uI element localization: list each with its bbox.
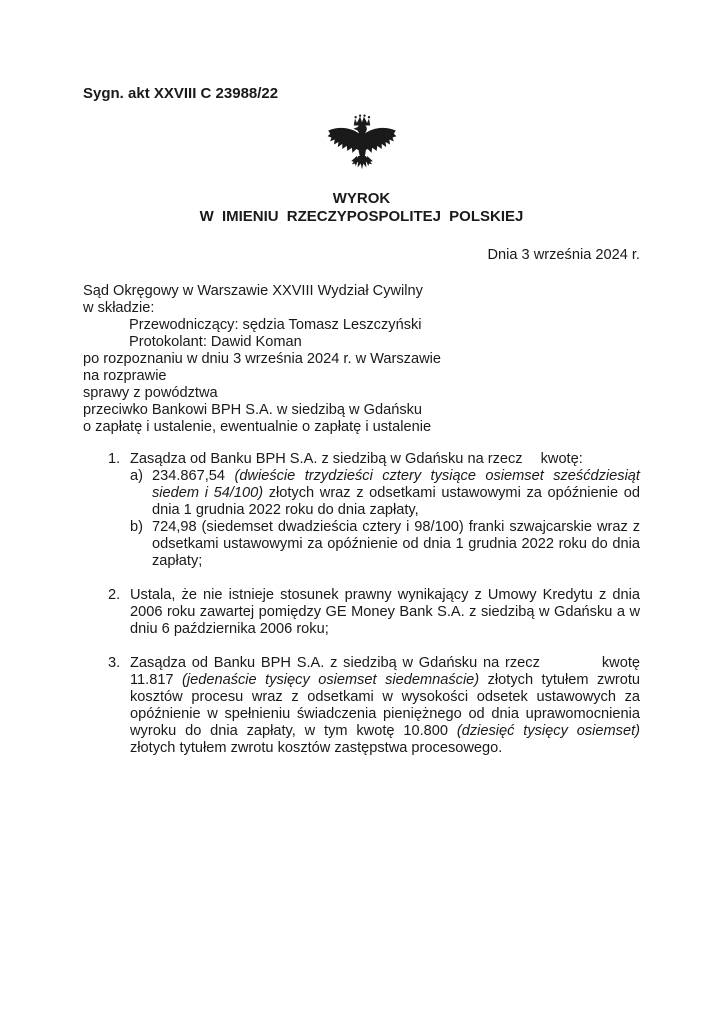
ruling-item-3 <box>83 655 640 757</box>
subitem-a-amount: 234.867,54 <box>152 468 235 484</box>
judgment-date: Dnia 3 września 2024 r. <box>487 247 640 263</box>
hearing-type-line: na rozprawie <box>83 368 167 384</box>
case-number: Sygn. akt XXVIII C 23988/22 <box>83 85 279 102</box>
rulings-list <box>83 451 640 757</box>
ruling-2-text-wrap <box>130 587 640 638</box>
ruling-3-amount-words: (jedenaście tysięcy osiemset siedemnaście) <box>182 672 480 688</box>
claimant-line: sprawy z powództwa <box>83 385 218 401</box>
ruling-1-lead <box>130 451 640 468</box>
title-in-the-name-of-republic: W IMIENIU RZECZYPOSPOLITEJ POLSKIEJ <box>199 208 524 225</box>
ruling-3-end: złotych tytułem zwrotu kosztów zastępstwa procesowego. <box>130 740 503 756</box>
ruling-1-subitem-a <box>130 468 640 519</box>
defendant-line: przeciwko Bankowi BPH S.A. w siedzibą w Gdańsku <box>83 402 423 418</box>
ruling-1-subitem-b <box>130 519 640 570</box>
emblem-container <box>83 114 640 186</box>
presiding-judge: Przewodniczący: sędzia Tomasz Leszczyński <box>129 317 422 333</box>
composition-label: w składzie: <box>83 300 155 316</box>
subitem-b-text: 724,98 (siedemset dwadzieścia cztery i 98/100) franki szwajcarskie wraz z odsetkami ustawowymi za opóźnienie od dnia 1 grudnia 2022 roku do dnia zapłaty; <box>152 519 640 569</box>
polish-eagle-icon <box>323 172 401 188</box>
ruling-3-amount2-words: (dziesięć tysięcy osiemset) <box>456 723 640 739</box>
title-wyrok: WYROK <box>332 190 391 207</box>
court-clerk: Protokolant: Dawid Koman <box>129 334 302 350</box>
subitem-a-rest: złotych wraz z odsetkami ustawowymi za opóźnienie od dnia 1 grudnia 2022 roku do dnia zapłaty, <box>152 485 640 518</box>
ruling-item-2 <box>83 587 640 638</box>
ruling-3-amount: kwotę 11.817 <box>130 655 640 688</box>
subitem-b-marker: b) <box>130 519 143 535</box>
subitem-a-amount-words: (dwieście trzydzieści cztery tysiące osiemset sześćdziesiąt siedem i 54/100) <box>152 468 640 501</box>
ruling-3-number: 3. <box>108 655 121 671</box>
ruling-3-middle: złotych tytułem zwrotu kosztów procesu wraz z odsetkami w wysokości odsetek ustawowych za opóźnienie w spełnieniu świadczenia pieniężnego od dnia uprawomocnienia wyroku do dnia zapłaty, w tym kwotę 10.800 <box>130 672 641 739</box>
hearing-date-line: po rozpoznaniu w dniu 3 września 2024 r. w Warszawie <box>83 351 441 367</box>
ruling-1-lead-end: kwotę: <box>540 451 583 467</box>
court-composition-block <box>83 283 640 436</box>
court-name: Sąd Okręgowy w Warszawie XXVIII Wydział Cywilny <box>83 283 423 299</box>
ruling-1-lead-text: Zasądza od Banku BPH S.A. z siedzibą w Gdańsku na rzecz <box>130 451 523 467</box>
ruling-3-lead: Zasądza od Banku BPH S.A. z siedzibą w Gdańsku na rzecz <box>130 655 540 671</box>
ruling-3-text-wrap <box>130 655 640 757</box>
subitem-a-marker: a) <box>130 468 143 484</box>
claim-subject-line: o zapłatę i ustalenie, ewentualnie o zapłatę i ustalenie <box>83 419 432 435</box>
ruling-1-number: 1. <box>108 451 121 467</box>
document-title <box>83 190 640 226</box>
ruling-item-1 <box>83 451 640 570</box>
ruling-2-number: 2. <box>108 587 121 603</box>
ruling-2-text: Ustala, że nie istnieje stosunek prawny wynikający z Umowy Kredytu z dnia 2006 roku zawartej pomiędzy GE Money Bank S.A. z siedzibą w Gdańsku a w dniu 6 października 2006 roku; <box>130 587 640 637</box>
